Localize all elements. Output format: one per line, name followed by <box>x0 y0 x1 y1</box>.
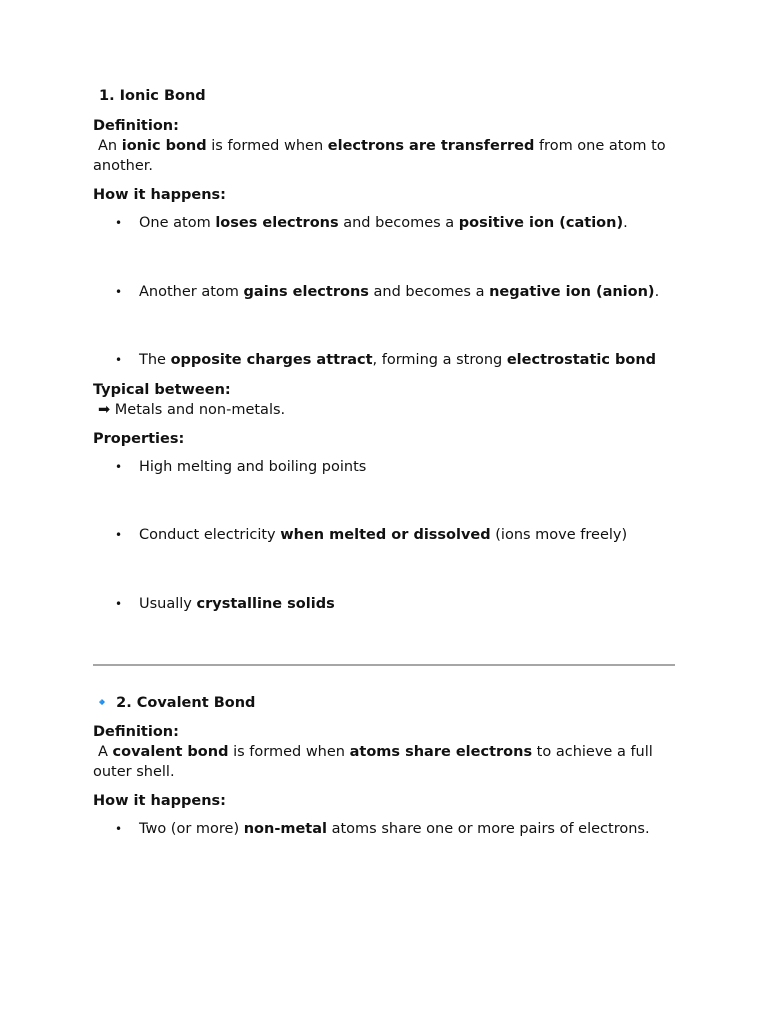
bullet-icon: • <box>115 216 123 230</box>
ionic-steps-list <box>93 214 675 371</box>
bullet-icon: • <box>115 528 123 542</box>
ionic-typical-label: Typical between: <box>93 381 231 398</box>
covalent-how-label: How it happens: <box>93 793 226 809</box>
section-divider <box>93 664 675 666</box>
ionic-how-label: How it happens: <box>93 187 226 203</box>
covalent-definition-text: A covalent bond is formed when atoms share electrons to achieve a full outer shell. <box>93 744 653 780</box>
bullet-icon: • <box>115 353 123 367</box>
document-page <box>93 86 675 840</box>
list-item: • One atom loses electrons and becomes a positive ion (cation). <box>93 214 675 234</box>
ionic-heading: 1. Ionic Bond <box>99 88 206 104</box>
list-item: • Another atom gains electrons and becomes a negative ion (anion). <box>93 283 675 303</box>
bullet-icon: • <box>115 596 123 611</box>
ionic-typical-value: ➡ Metals and non-metals. <box>98 401 286 418</box>
ionic-definition-text: An ionic bond is formed when electrons are transferred from one atom to another. <box>93 138 666 174</box>
ionic-properties-label: Properties: <box>93 430 185 447</box>
list-item: • Usually crystalline solids <box>93 595 675 615</box>
list-item: • High melting and boiling points <box>93 458 675 478</box>
covalent-definition-label: Definition: <box>93 724 179 740</box>
ionic-properties-list <box>93 458 675 615</box>
list-item: • Two (or more) non-metal atoms share one or more pairs of electrons. <box>93 820 675 840</box>
covalent-steps-list <box>93 820 675 840</box>
list-item: • Conduct electricity when melted or dissolved (ions move freely) <box>93 526 675 546</box>
bullet-icon: • <box>115 822 123 836</box>
list-item: • The opposite charges attract, forming a strong electrostatic bond <box>93 351 675 371</box>
ionic-definition-label: Definition: <box>93 118 179 134</box>
bullet-icon: • <box>115 459 123 474</box>
covalent-heading: 🔹 2. Covalent Bond <box>93 695 256 711</box>
bullet-icon: • <box>115 284 123 299</box>
